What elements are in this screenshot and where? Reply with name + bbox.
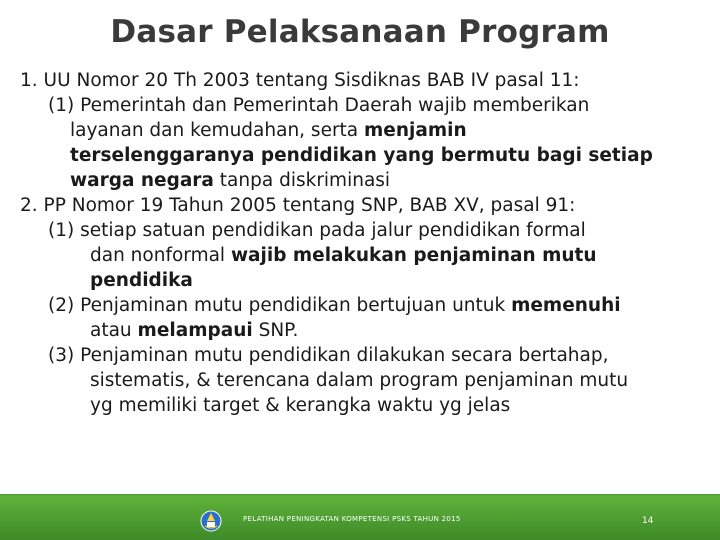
bold-text-run: memenuhi — [511, 295, 621, 316]
text-run: atau — [90, 320, 138, 341]
bold-text-run: terselenggaranya pendidikan yang bermutu bagi setiap — [70, 145, 653, 166]
item2-p3-line2: sistematis, & terencana dalam program penjaminan mutu — [90, 370, 629, 391]
item1-p1-line4 — [20, 168, 710, 193]
text-run: layanan dan kemudahan, serta — [70, 120, 365, 141]
item2-p1-line2 — [20, 243, 710, 268]
item1-p1-line1: (1) Pemerintah dan Pemerintah Daerah wajib memberikan — [48, 95, 590, 116]
text-run: (2) Penjaminan mutu pendidikan bertujuan untuk — [48, 295, 512, 316]
page-number: 14 — [642, 516, 654, 526]
bold-text-run: melampaui — [137, 320, 253, 341]
item2-p3-line1: (3) Penjaminan mutu pendidikan dilakukan secara bertahap, — [48, 345, 609, 366]
item1-heading: 1. UU Nomor 20 Th 2003 tentang Sisdiknas BAB IV pasal 11: — [20, 70, 580, 91]
item1-p1-line2 — [20, 118, 710, 143]
text-run: tanpa diskriminasi — [213, 170, 391, 191]
item2-p1-line1: (1) setiap satuan pendidikan pada jalur pendidikan formal — [48, 220, 586, 241]
slide-title: Dasar Pelaksanaan Program — [110, 14, 610, 50]
item2-heading: 2. PP Nomor 19 Tahun 2005 tentang SNP, BAB XV, pasal 91: — [20, 195, 576, 216]
text-run: dan nonformal — [90, 245, 231, 266]
footer-text: PELATIHAN PENINGKATAN KOMPETENSI PSKS TAHUN 2015 — [243, 515, 461, 523]
slide-content — [20, 68, 710, 418]
bold-text-run: wajib melakukan penjaminan mutu — [230, 245, 597, 266]
item2-p2-line2 — [20, 318, 710, 343]
bold-text-run: menjamin — [364, 120, 467, 141]
item2-p1-line3 — [20, 268, 710, 293]
bold-text-run: warga negara — [70, 170, 214, 191]
bold-text-run: pendidika — [90, 270, 193, 291]
tut-wuri-handayani-logo-icon — [200, 510, 222, 532]
text-run: SNP. — [252, 320, 299, 341]
item2-p2-line1 — [20, 293, 710, 318]
item1-p1-line3 — [20, 143, 710, 168]
item2-p3-line3: yg memiliki target & kerangka waktu yg jelas — [90, 395, 511, 416]
